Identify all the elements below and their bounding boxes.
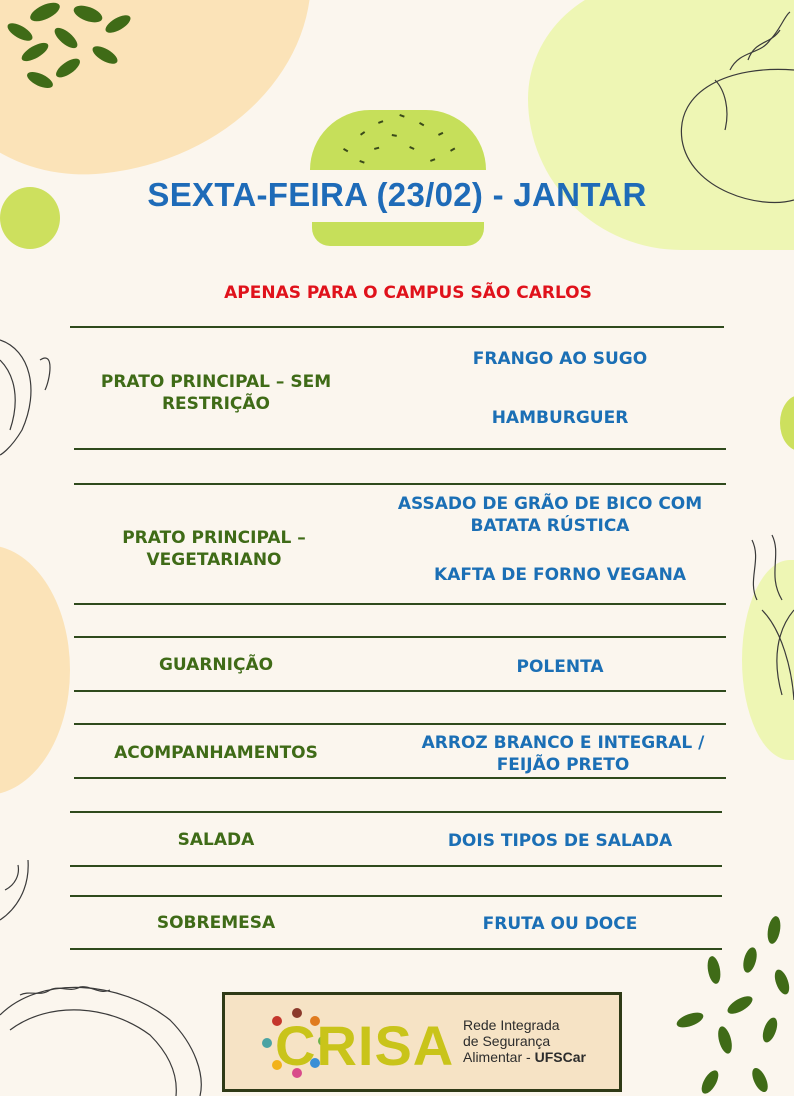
menu-item: HAMBURGUER (491, 408, 629, 428)
decorative-blob-middle-left (0, 545, 70, 795)
small-leaf-icon (0, 850, 40, 930)
logo-wordmark: CRISA (275, 1014, 455, 1077)
menu-label-main-dish: PRATO PRINCIPAL – SEM RESTRIÇÃO (100, 372, 332, 414)
menu-label-salad: SALADA (177, 830, 255, 850)
menu-label-side: GUARNIÇÃO (158, 655, 274, 675)
menu-item: KAFTA DE FORNO VEGANA (434, 565, 686, 585)
menu-label-vegetarian: PRATO PRINCIPAL – VEGETARIANO (122, 528, 306, 570)
menu-item: POLENTA (516, 657, 604, 677)
radish-icon (742, 530, 794, 700)
menu-item: FRUTA OU DOCE (482, 914, 638, 934)
divider (74, 690, 726, 692)
seeds-icon (670, 910, 794, 1096)
menu-label-accompaniments: ACOMPANHAMENTOS (114, 743, 318, 763)
sesame-seeds-icon (330, 112, 470, 167)
logo-tagline-line: Rede Integrada (463, 1017, 560, 1033)
divider (70, 895, 722, 897)
crisa-logo (222, 992, 622, 1092)
divider (70, 326, 724, 328)
divider (74, 448, 726, 450)
menu-item: FRANGO AO SUGO (472, 349, 648, 369)
divider (74, 777, 726, 779)
campus-notice: APENAS PARA O CAMPUS SÃO CARLOS (224, 283, 592, 303)
logo-tagline-line: de Segurança (463, 1033, 551, 1049)
menu-item: ARROZ BRANCO E INTEGRAL / FEIJÃO PRETO (421, 733, 705, 775)
logo-tagline-text: Alimentar - (463, 1049, 535, 1065)
divider (74, 723, 726, 725)
taco-icon (0, 975, 220, 1096)
leaf-icon (0, 330, 56, 460)
page-title: SEXTA-FEIRA (23/02) - JANTAR (147, 176, 647, 213)
divider (74, 603, 726, 605)
menu-item: DOIS TIPOS DE SALADA (447, 831, 673, 851)
decorative-dot-right (780, 395, 794, 451)
menu-label-dessert: SOBREMESA (156, 913, 276, 933)
logo-tagline (463, 1017, 586, 1065)
divider (70, 865, 722, 867)
divider (70, 811, 722, 813)
burger-bun-bottom (312, 222, 484, 246)
divider (74, 636, 726, 638)
seeds-icon (0, 0, 140, 100)
logo-tagline-line (463, 1049, 586, 1065)
menu-item: ASSADO DE GRÃO DE BICO COM BATATA RÚSTICA (397, 494, 703, 536)
divider (74, 483, 726, 485)
logo-tagline-bold: UFSCar (534, 1049, 586, 1065)
divider (70, 948, 722, 950)
